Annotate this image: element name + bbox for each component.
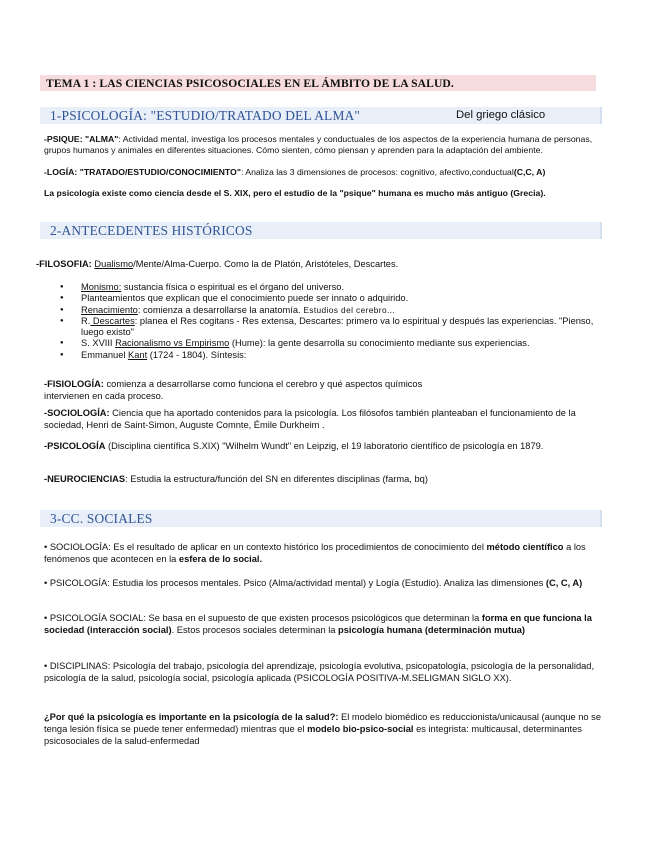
descartes-text: Descartes xyxy=(90,315,135,326)
renacimiento-text: Renacimiento xyxy=(81,304,138,315)
descartes-rest: : planea el Res cogitans - Res extensa, Descartes: primero va lo espiritual y después las experiencias. "Pienso, luego existo" xyxy=(81,315,594,338)
monismo-rest: sustancia física o espiritual es el órgano del universo. xyxy=(121,282,345,292)
section3-heading: 3-CC. SOCIALES xyxy=(50,511,153,526)
filosofia-bullets xyxy=(58,282,604,361)
sociologia-paragraph xyxy=(44,407,600,431)
p2-a: • PSICOLOGÍA: Estudia los procesos mentales. Psico (Alma/actividad mental) y Logía (Estudio). Analiza las dimensiones xyxy=(44,578,546,588)
p3-b: forma en que funciona la sociedad (interacción social) xyxy=(44,613,592,635)
renacimiento-rest: : comienza a desarrollarse la anatomía. xyxy=(137,304,301,315)
psicologia-definition xyxy=(44,577,584,589)
neurociencias-label: -NEUROCIENCIAS xyxy=(44,474,126,484)
list-item xyxy=(58,293,604,304)
psicologia-paragraph xyxy=(44,440,604,452)
section2-heading: 2-ANTECEDENTES HISTÓRICOS xyxy=(50,223,253,238)
neurociencias-text: : Estudia la estructura/función del SN en diferentes disciplinas (farma, bq) xyxy=(125,474,428,484)
list-item xyxy=(58,282,604,293)
list-item xyxy=(58,305,604,316)
sociologia-label: -SOCIOLOGÍA: xyxy=(44,408,110,418)
p5-b: El modelo biomédico es reduccionista/unicausal (aunque no se tenga lesión física se puede tener enfermedad) mientras que el xyxy=(44,712,602,734)
p3-d: psicología humana (determinación mutua) xyxy=(338,625,526,635)
section1-note: Del griego clásico xyxy=(456,109,546,121)
descartes-pre: R. xyxy=(81,315,91,326)
list-item xyxy=(58,338,604,349)
psicologia-label: -PSICOLOGÍA xyxy=(44,441,106,451)
p5-c: modelo bio-psico-social xyxy=(307,724,414,734)
psicologia-siglo-note: La psicología existe como ciencia desde el S. XIX, pero el estudio de la "psique" humana es mucho más antiguo (Grecia). xyxy=(44,188,546,198)
monismo-text: Monismo: xyxy=(81,282,122,292)
psique-text: : Actividad mental, investiga los procesos mentales y conductuales de los aspectos de la experiencia humana de personas, grupos humanos y animales en diferentes situaciones. Cómo sienten, cómo piensan y aprenden para la adaptación del ambiente. xyxy=(44,134,593,155)
siglo-pre: S. XVIII xyxy=(81,338,116,349)
list-item xyxy=(58,316,604,339)
kant-pre: Emmanuel xyxy=(81,349,129,360)
p1-a: • SOCIOLOGÍA: Es el resultado de aplicar en un contexto histórico los procedimientos de conocimiento del xyxy=(44,542,487,552)
filosofia-line xyxy=(36,258,398,270)
filosofia-rest: /Mente/Alma-Cuerpo. Como la de Platón, Aristóteles, Descartes. xyxy=(133,259,399,269)
kant-rest: (1724 - 1804). Síntesis: xyxy=(147,349,247,360)
psique-label: -PSIQUE: "ALMA" xyxy=(44,134,119,144)
list-item xyxy=(58,350,604,361)
p3-c: . Estos procesos sociales determinan la xyxy=(171,625,339,635)
sociologia-definition xyxy=(44,541,604,565)
disciplinas-paragraph xyxy=(44,660,604,684)
logia-label: -LOGÍA: "TRATADO/ESTUDIO/CONOCIMIENTO" xyxy=(44,167,241,177)
fisiologia-text: comienza a desarrollarse como funciona el cerebro y qué aspectos químicos intervienen en cada proceso. xyxy=(44,379,423,401)
p5-d: es integrista: multicausal, determinantes psicosociales de la salud-enfermedad xyxy=(44,724,582,746)
filosofia-label: -FILOSOFIA: xyxy=(36,259,92,269)
p4-text: • DISCIPLINAS: Psicología del trabajo, psicología del aprendizaje, psicología evolutiva, psicopatología, psicología de la personalidad, psicología de la salud, psicología social, psicología aplicada (PSICOLOGÍA POSITIVA-M.SELIGMAN SIGLO XX). xyxy=(44,661,595,683)
racionalismo-rest: (Hume): la gente desarrolla su conocimiento mediante sus experiencias. xyxy=(229,338,530,349)
p1-b: método científico xyxy=(486,542,564,552)
neurociencias-paragraph xyxy=(44,473,428,485)
fisiologia-label: -FISIOLOGÍA: xyxy=(44,379,104,389)
kant-text: Kant xyxy=(128,349,148,360)
renacimiento-tail: Estudios del cerebro... xyxy=(300,304,396,315)
logia-end: (C,C, A) xyxy=(513,167,546,177)
p1-d: esfera de lo social. xyxy=(178,554,263,564)
logia-paragraph xyxy=(44,167,606,178)
sociologia-text: Ciencia que ha aportado contenidos para la psicología. Los filósofos también planteaban el funcionamiento de la sociedad, Henri de Saint-Simon, Auguste Comnte, Émile Durkheim . xyxy=(44,408,576,430)
salud-paragraph xyxy=(44,711,604,747)
fisiologia-paragraph xyxy=(44,378,462,402)
p5-a: ¿Por qué la psicología es importante en la psicología de la salud?: xyxy=(44,712,339,722)
document-title: TEMA 1 : LAS CIENCIAS PSICOSOCIALES EN EL ÁMBITO DE LA SALUD. xyxy=(46,77,454,90)
psicologia-social-definition xyxy=(44,612,604,636)
dualismo-text: Dualismo xyxy=(94,259,134,269)
racionalismo-text: Racionalismo vs Empirismo xyxy=(115,338,230,349)
logia-text: : Analiza las 3 dimensiones de procesos: cognitivo, afectivo,conductual xyxy=(240,167,514,177)
psique-paragraph xyxy=(44,134,600,156)
p2-b: (C, C, A) xyxy=(545,578,583,588)
section1-heading: 1-PSICOLOGÍA: "ESTUDIO/TRATADO DEL ALMA" xyxy=(50,108,361,123)
p3-a: • PSICOLOGÍA SOCIAL: Se basa en el supuesto de que existen procesos psicológicos que determinan la xyxy=(44,613,482,623)
psicologia-text: (Disciplina científica S.XIX) "Wilhelm Wundt" en Leipzig, el 19 laboratorio científico de psicología en 1879. xyxy=(105,441,544,451)
p1-c: a los fenómenos que acontecen en la xyxy=(44,542,586,564)
planteamientos-text: Planteamientos que explican que el conocimiento puede ser innato o adquirido. xyxy=(81,293,409,304)
